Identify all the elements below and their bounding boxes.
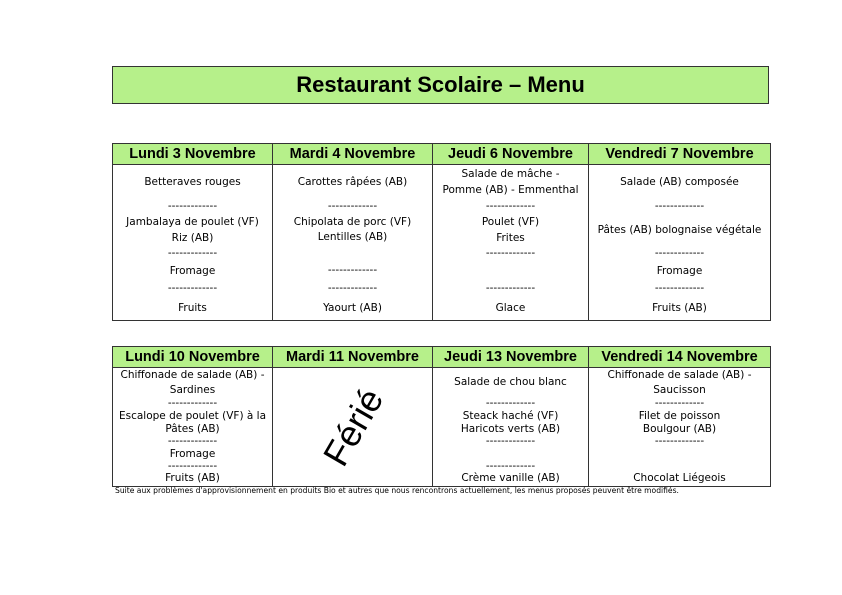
menu-item: Chocolat Liégeois [633, 472, 726, 484]
menu-item: Lentilles (AB) [317, 231, 388, 243]
separator: ------------- [167, 200, 218, 212]
menu-week-2 [112, 346, 771, 487]
separator: ------------- [485, 460, 536, 472]
separator: ------------- [654, 397, 705, 409]
separator: ------------- [167, 397, 218, 409]
menu-item: Frites [496, 232, 525, 244]
menu-item: Pâtes (AB) [165, 423, 220, 435]
day-menu [113, 368, 273, 487]
separator: ------------- [327, 282, 378, 294]
separator: ------------- [654, 435, 705, 447]
separator: ------------- [167, 460, 218, 472]
menu-item: Saucisson [653, 384, 706, 396]
menu-item: Escalope de poulet (VF) à la [118, 410, 267, 422]
day-menu-holiday [273, 368, 433, 487]
separator: ------------- [485, 247, 536, 259]
page-title: Restaurant Scolaire – Menu [112, 66, 769, 104]
menu-item: Betteraves rouges [144, 176, 241, 188]
menu-item: Salade de chou blanc [454, 376, 567, 388]
day-menu [433, 368, 589, 487]
menu-item: Sardines [169, 384, 216, 396]
menu-item: Chiffonade de salade (AB) - [607, 369, 752, 381]
menu-item: Filet de poisson [638, 410, 721, 422]
day-header: Vendredi 14 Novembre [589, 347, 771, 368]
menu-item: Fruits [178, 302, 207, 314]
day-header: Jeudi 6 Novembre [433, 144, 589, 165]
menu-item: Fromage [169, 448, 216, 460]
menu-item: Riz (AB) [171, 232, 214, 244]
menu-item: Carottes râpées (AB) [297, 176, 408, 188]
separator: ------------- [327, 200, 378, 212]
menu-item: Pâtes (AB) bolognaise végétale [597, 224, 762, 236]
holiday-label: Férié [314, 381, 391, 473]
day-header: Mardi 4 Novembre [273, 144, 433, 165]
day-menu [433, 165, 589, 321]
menu-item: Salade de mâche - [461, 168, 560, 180]
menu-item: Fromage [169, 265, 216, 277]
menu-item: Fruits (AB) [652, 302, 707, 314]
separator: ------------- [167, 435, 218, 447]
menu-item: Pomme (AB) - Emmenthal [442, 184, 579, 196]
menu-item: Haricots verts (AB) [460, 423, 561, 435]
menu-item: Salade (AB) composée [620, 176, 739, 188]
separator: ------------- [327, 264, 378, 276]
menu-item: Chipolata de porc (VF) [293, 216, 412, 228]
separator: ------------- [167, 247, 218, 259]
separator: ------------- [485, 200, 536, 212]
separator: ------------- [167, 282, 218, 294]
menu-week-1 [112, 143, 771, 321]
menu-item: Boulgour (AB) [642, 423, 717, 435]
day-header: Mardi 11 Novembre [273, 347, 433, 368]
menu-item: Yaourt (AB) [323, 302, 382, 314]
footnote: Suite aux problèmes d'approvisionnement en produits Bio et autres que nous rencontrons actuellement, les menus proposés peuvent être modifiés. [115, 486, 679, 495]
separator: ------------- [485, 435, 536, 447]
separator: ------------- [654, 200, 705, 212]
day-menu [589, 368, 771, 487]
menu-item: Fromage [656, 265, 703, 277]
day-header: Vendredi 7 Novembre [589, 144, 771, 165]
menu-item: Steack haché (VF) [462, 410, 559, 422]
day-menu [113, 165, 273, 321]
menu-item: Chiffonade de salade (AB) - [120, 369, 265, 381]
separator: ------------- [485, 282, 536, 294]
day-header: Lundi 10 Novembre [113, 347, 273, 368]
day-menu [273, 165, 433, 321]
separator: ------------- [654, 282, 705, 294]
day-menu [589, 165, 771, 321]
menu-item: Crème vanille (AB) [461, 472, 560, 484]
menu-item: Glace [495, 302, 526, 314]
menu-item: Jambalaya de poulet (VF) [126, 216, 259, 228]
menu-item: Fruits (AB) [165, 472, 220, 484]
separator: ------------- [654, 247, 705, 259]
day-header: Jeudi 13 Novembre [433, 347, 589, 368]
separator: ------------- [485, 397, 536, 409]
menu-item: Poulet (VF) [481, 216, 540, 228]
day-header: Lundi 3 Novembre [113, 144, 273, 165]
